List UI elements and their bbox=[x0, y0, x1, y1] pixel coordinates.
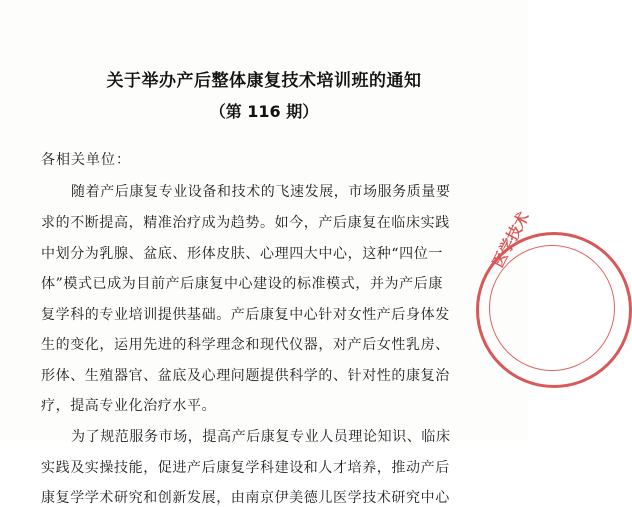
paragraph-line: 复学科的专业培训提供基础。产后康复中心针对女性产后身体发 bbox=[41, 307, 450, 323]
seal-text: 医学技术 bbox=[488, 208, 533, 271]
official-seal bbox=[476, 208, 632, 388]
issue-number: （第 116 期） bbox=[209, 102, 319, 121]
paragraph-line: 中划分为乳腺、盆底、形体皮肤、心理四大中心，这种“四位一 bbox=[41, 246, 443, 262]
paragraph-line: 康复学学术研究和创新发展，由南京伊美德儿医学技术研究中心 bbox=[41, 490, 450, 506]
paragraph-line: 求的不断提高，精准治疗成为趋势。如今，产后康复在临床实践 bbox=[41, 215, 450, 231]
paragraph-line: 实践及实操技能，促进产后康复学科建设和人才培养，推动产后 bbox=[41, 460, 450, 476]
paragraph-line: 体”模式已成为目前产后康复中心建设的标准模式，并为产后康 bbox=[41, 276, 443, 292]
document-title: 关于举办产后整体康复技术培训班的通知 bbox=[106, 71, 422, 91]
paragraph-line: 疗，提高专业化治疗水平。 bbox=[41, 398, 217, 414]
paragraph-line: 为了规范服务市场，提高产后康复专业人员理论知识、临床 bbox=[71, 429, 451, 445]
paragraph-line: 生的变化，运用先进的科学理念和现代仪器，对产后女性乳房、 bbox=[41, 337, 450, 353]
paragraph-line: 形体、生殖器官、盆底及心理问题提供科学的、针对性的康复治 bbox=[41, 368, 450, 384]
salutation: 各相关单位： bbox=[41, 152, 131, 168]
paragraph-line: 随着产后康复专业设备和技术的飞速发展，市场服务质量要 bbox=[71, 184, 451, 200]
